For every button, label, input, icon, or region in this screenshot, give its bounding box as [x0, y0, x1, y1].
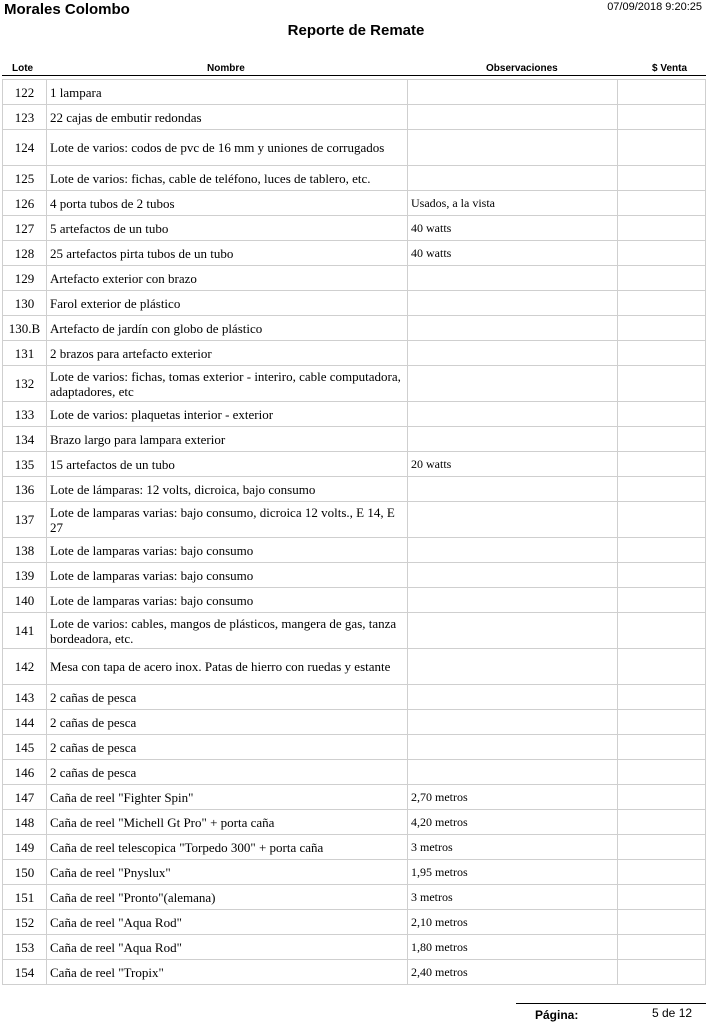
lot-name: Caña de reel "Pnyslux" [47, 860, 408, 885]
lot-name: Lote de lámparas: 12 volts, dicroica, bajo consumo [47, 477, 408, 502]
lot-number: 144 [3, 710, 47, 735]
lot-number: 149 [3, 835, 47, 860]
lot-number: 147 [3, 785, 47, 810]
lot-number: 123 [3, 105, 47, 130]
lot-sale-price [618, 563, 706, 588]
lot-name: Lote de varios: codos de pvc de 16 mm y uniones de corrugados [47, 130, 408, 166]
lot-number: 142 [3, 649, 47, 685]
page-number: 5 de 12 [652, 1006, 693, 1020]
lot-sale-price [618, 216, 706, 241]
lot-number: 125 [3, 166, 47, 191]
lot-sale-price [618, 860, 706, 885]
lot-observations [408, 341, 618, 366]
lot-number: 141 [3, 613, 47, 649]
lot-name: Artefacto exterior con brazo [47, 266, 408, 291]
lot-sale-price [618, 166, 706, 191]
lot-name: Mesa con tapa de acero inox. Patas de hierro con ruedas y estante [47, 649, 408, 685]
lot-sale-price [618, 760, 706, 785]
lots-table-body [3, 80, 706, 985]
lot-observations: 3 metros [408, 885, 618, 910]
table-row [3, 427, 706, 452]
lots-table [2, 79, 706, 985]
lot-number: 132 [3, 366, 47, 402]
column-header-nombre: Nombre [207, 63, 245, 74]
lot-sale-price [618, 935, 706, 960]
lot-name: Caña de reel "Aqua Rod" [47, 910, 408, 935]
table-row [3, 241, 706, 266]
lot-sale-price [618, 402, 706, 427]
lot-sale-price [618, 885, 706, 910]
lot-sale-price [618, 427, 706, 452]
lot-name: 2 cañas de pesca [47, 685, 408, 710]
table-row [3, 477, 706, 502]
table-row [3, 452, 706, 477]
lot-number: 124 [3, 130, 47, 166]
lot-name: Artefacto de jardín con globo de plástico [47, 316, 408, 341]
lot-number: 150 [3, 860, 47, 885]
lot-name: Caña de reel telescopica "Torpedo 300" + porta caña [47, 835, 408, 860]
lot-name: 25 artefactos pirta tubos de un tubo [47, 241, 408, 266]
lot-observations: 2,40 metros [408, 960, 618, 985]
lot-sale-price [618, 588, 706, 613]
lot-sale-price [618, 191, 706, 216]
lot-sale-price [618, 685, 706, 710]
table-row [3, 80, 706, 105]
report-title: Reporte de Remate [287, 22, 425, 39]
table-row [3, 910, 706, 935]
lot-number: 153 [3, 935, 47, 960]
company-name: Morales Colombo [4, 1, 130, 18]
lot-number: 154 [3, 960, 47, 985]
table-row [3, 538, 706, 563]
table-row [3, 291, 706, 316]
lot-name: Brazo largo para lampara exterior [47, 427, 408, 452]
lot-observations: 2,10 metros [408, 910, 618, 935]
lot-number: 140 [3, 588, 47, 613]
lot-observations [408, 366, 618, 402]
lot-observations [408, 105, 618, 130]
column-header-lote: Lote [12, 63, 34, 74]
table-row [3, 502, 706, 538]
lot-number: 135 [3, 452, 47, 477]
lot-number: 122 [3, 80, 47, 105]
lot-observations: 20 watts [408, 452, 618, 477]
column-headers [2, 62, 706, 76]
lot-name: 1 lampara [47, 80, 408, 105]
table-row [3, 810, 706, 835]
lot-name: Lote de lamparas varias: bajo consumo [47, 588, 408, 613]
table-row [3, 785, 706, 810]
lot-name: 2 cañas de pesca [47, 710, 408, 735]
lot-sale-price [618, 835, 706, 860]
lot-number: 130.B [3, 316, 47, 341]
column-header-venta: $ Venta [652, 63, 688, 74]
lot-name: 2 brazos para artefacto exterior [47, 341, 408, 366]
lot-sale-price [618, 810, 706, 835]
table-row [3, 735, 706, 760]
lot-sale-price [618, 291, 706, 316]
lot-observations [408, 649, 618, 685]
footer-divider [516, 1003, 706, 1004]
lot-number: 146 [3, 760, 47, 785]
lot-observations [408, 685, 618, 710]
table-row [3, 166, 706, 191]
lot-sale-price [618, 960, 706, 985]
lot-name: Caña de reel "Michell Gt Pro" + porta caña [47, 810, 408, 835]
column-header-observaciones: Observaciones [486, 63, 558, 74]
lot-observations: 40 watts [408, 216, 618, 241]
lot-sale-price [618, 341, 706, 366]
lot-number: 129 [3, 266, 47, 291]
lot-name: 15 artefactos de un tubo [47, 452, 408, 477]
table-row [3, 130, 706, 166]
lot-observations [408, 735, 618, 760]
table-row [3, 885, 706, 910]
lot-observations [408, 80, 618, 105]
lot-name: 5 artefactos de un tubo [47, 216, 408, 241]
page-label: Página: [535, 1008, 579, 1022]
lot-number: 148 [3, 810, 47, 835]
lot-number: 152 [3, 910, 47, 935]
lot-name: 2 cañas de pesca [47, 760, 408, 785]
table-row [3, 960, 706, 985]
lot-number: 145 [3, 735, 47, 760]
lot-observations: 4,20 metros [408, 810, 618, 835]
table-row [3, 649, 706, 685]
lot-number: 143 [3, 685, 47, 710]
lot-name: Caña de reel "Aqua Rod" [47, 935, 408, 960]
lot-name: Lote de varios: fichas, cable de teléfono, luces de tablero, etc. [47, 166, 408, 191]
lot-number: 136 [3, 477, 47, 502]
lot-number: 126 [3, 191, 47, 216]
lot-observations [408, 427, 618, 452]
lot-sale-price [618, 105, 706, 130]
table-row [3, 366, 706, 402]
lot-name: Farol exterior de plástico [47, 291, 408, 316]
lot-number: 151 [3, 885, 47, 910]
lot-sale-price [618, 477, 706, 502]
table-row [3, 266, 706, 291]
lot-name: Lote de varios: cables, mangos de plásticos, mangera de gas, tanza bordeadora, etc. [47, 613, 408, 649]
lot-sale-price [618, 452, 706, 477]
lot-name: Caña de reel "Fighter Spin" [47, 785, 408, 810]
lot-observations [408, 291, 618, 316]
table-row [3, 105, 706, 130]
lot-sale-price [618, 130, 706, 166]
lot-number: 130 [3, 291, 47, 316]
lot-name: 2 cañas de pesca [47, 735, 408, 760]
lot-number: 137 [3, 502, 47, 538]
table-row [3, 216, 706, 241]
lot-observations: 1,80 metros [408, 935, 618, 960]
lot-observations [408, 563, 618, 588]
lot-number: 127 [3, 216, 47, 241]
lot-observations [408, 266, 618, 291]
table-row [3, 710, 706, 735]
lot-observations: Usados, a la vista [408, 191, 618, 216]
lot-name: Lote de lamparas varias: bajo consumo [47, 538, 408, 563]
lot-sale-price [618, 366, 706, 402]
table-row [3, 588, 706, 613]
lot-name: Lote de lamparas varias: bajo consumo, dicroica 12 volts., E 14, E 27 [47, 502, 408, 538]
lot-observations [408, 538, 618, 563]
lot-number: 134 [3, 427, 47, 452]
lot-sale-price [618, 785, 706, 810]
lot-name: 22 cajas de embutir redondas [47, 105, 408, 130]
lot-number: 133 [3, 402, 47, 427]
lot-observations: 2,70 metros [408, 785, 618, 810]
table-row [3, 760, 706, 785]
lot-name: Caña de reel "Pronto"(alemana) [47, 885, 408, 910]
lot-sale-price [618, 735, 706, 760]
lot-name: Lote de varios: fichas, tomas exterior - interiro, cable computadora, adaptadores, etc [47, 366, 408, 402]
table-row [3, 191, 706, 216]
lot-sale-price [618, 266, 706, 291]
lot-observations [408, 402, 618, 427]
lot-number: 138 [3, 538, 47, 563]
report-datetime: 07/09/2018 9:20:25 [607, 1, 702, 13]
table-row [3, 860, 706, 885]
lot-observations [408, 130, 618, 166]
lot-name: 4 porta tubos de 2 tubos [47, 191, 408, 216]
lot-observations: 3 metros [408, 835, 618, 860]
lot-observations [408, 477, 618, 502]
table-row [3, 685, 706, 710]
table-row [3, 341, 706, 366]
lot-sale-price [618, 241, 706, 266]
table-row [3, 613, 706, 649]
lot-sale-price [618, 80, 706, 105]
lot-observations [408, 166, 618, 191]
lot-number: 131 [3, 341, 47, 366]
lot-sale-price [618, 538, 706, 563]
lot-name: Lote de varios: plaquetas interior - exterior [47, 402, 408, 427]
table-row [3, 316, 706, 341]
lot-sale-price [618, 613, 706, 649]
table-row [3, 563, 706, 588]
lot-observations [408, 613, 618, 649]
lot-number: 139 [3, 563, 47, 588]
table-row [3, 835, 706, 860]
lot-sale-price [618, 649, 706, 685]
lot-observations [408, 588, 618, 613]
lot-sale-price [618, 910, 706, 935]
table-row [3, 935, 706, 960]
lot-sale-price [618, 502, 706, 538]
lot-sale-price [618, 316, 706, 341]
lot-observations [408, 316, 618, 341]
header-divider [2, 75, 706, 76]
lot-observations [408, 502, 618, 538]
table-row [3, 402, 706, 427]
lot-number: 128 [3, 241, 47, 266]
lot-observations: 40 watts [408, 241, 618, 266]
lot-observations: 1,95 metros [408, 860, 618, 885]
lot-name: Lote de lamparas varias: bajo consumo [47, 563, 408, 588]
lot-observations [408, 710, 618, 735]
lot-sale-price [618, 710, 706, 735]
lot-name: Caña de reel "Tropix" [47, 960, 408, 985]
lot-observations [408, 760, 618, 785]
